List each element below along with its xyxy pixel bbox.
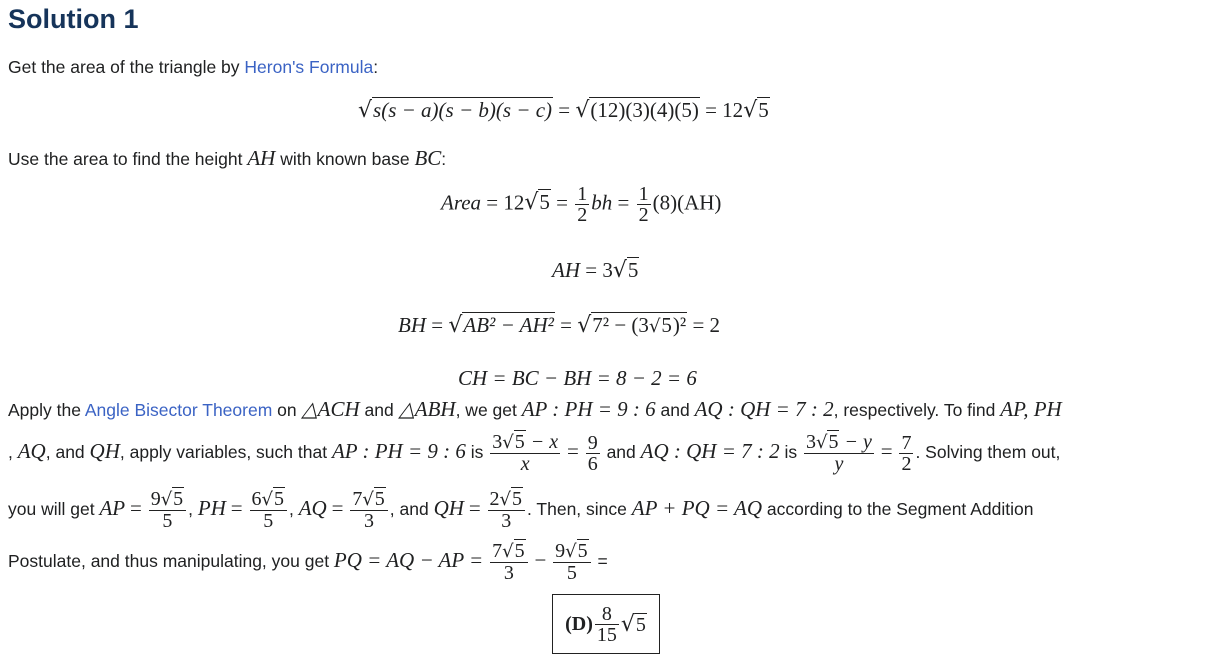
bisector-paragraph: Apply the Angle Bisector Theorem on △ACH and △ABH, we get AP : PH = 9 : 6 and AQ : QH = 7 : 2, respectively. To find AP, PH <box>8 397 1062 421</box>
fraction-nine-six: $\frac{9}{6}$ <box>587 431 598 475</box>
sqrt-heron: √s(s − a)(s − b)(s − c) <box>358 98 553 123</box>
variables-paragraph: , AQ, and QH, apply variables, such that AP : PH = 9 : 6 is $\frac{3√5 - x}{x}$ = $\frac{9}{6}$ and AQ : QH = 7 : 2 is $\frac{3√5 - y}{y}$ = $\frac{7}{2}$ . Solving them out, <box>8 431 1061 476</box>
bh-equation: BH = √AB² − AH² = √7² − (3√5)² = 2 <box>398 313 721 338</box>
herons-formula-link[interactable]: Heron's Formula <box>244 57 374 77</box>
sqrt-five: √5 <box>743 98 769 123</box>
solution-heading: Solution 1 <box>8 4 139 34</box>
answer-label: (D) <box>565 612 593 635</box>
postulate-paragraph: Postulate, and thus manipulating, you get PQ = AQ − AP = $\frac{7√5}{3}$ − $\frac{9√5}{5}$ = <box>8 540 608 585</box>
answer-sqrt: √5 <box>620 611 646 637</box>
answer-fraction: $\frac{8}{15}$ <box>596 602 617 646</box>
half-fraction: $\frac{1}{2}$ <box>577 183 588 226</box>
fraction-seven-two: $\frac{7}{2}$ <box>901 431 912 475</box>
heron-equation: √s(s − a)(s − b)(s − c) = √(12)(3)(4)(5) = 12√5 <box>358 98 769 123</box>
intro-text: Get the area of the triangle by <box>8 57 245 77</box>
angle-bisector-link[interactable]: Angle Bisector Theorem <box>84 400 273 420</box>
ah-equation: AH = 3√5 <box>552 258 639 283</box>
fraction-x: $\frac{3√5 - x}{x}$ <box>492 431 559 476</box>
ch-equation: CH = BC − BH = 8 − 2 = 6 <box>458 366 697 390</box>
fraction-y: $\frac{3√5 - y}{y}$ <box>806 431 872 476</box>
answer-box <box>552 594 660 654</box>
area-equation: Area = 12√5 = $\frac{1}{2}$ bh = $\frac{1}{2}$ (8)(AH) <box>441 183 722 226</box>
intro-paragraph <box>8 56 378 78</box>
height-paragraph: Use the area to find the height AH with known base BC: <box>8 146 447 170</box>
half-fraction-2: $\frac{1}{2}$ <box>638 183 649 226</box>
results-paragraph: you will get AP = $\frac{9√5}{5}$ , PH = $\frac{6√5}{5}$ , AQ = $\frac{7√5}{3}$ , and QH = $\frac{2√5}{3}$ . Then, since AP + PQ = AQ according to the Segment Addition <box>8 488 1034 533</box>
intro-suffix: : <box>373 57 379 77</box>
sqrt-values: √(12)(3)(4)(5) <box>575 98 699 123</box>
